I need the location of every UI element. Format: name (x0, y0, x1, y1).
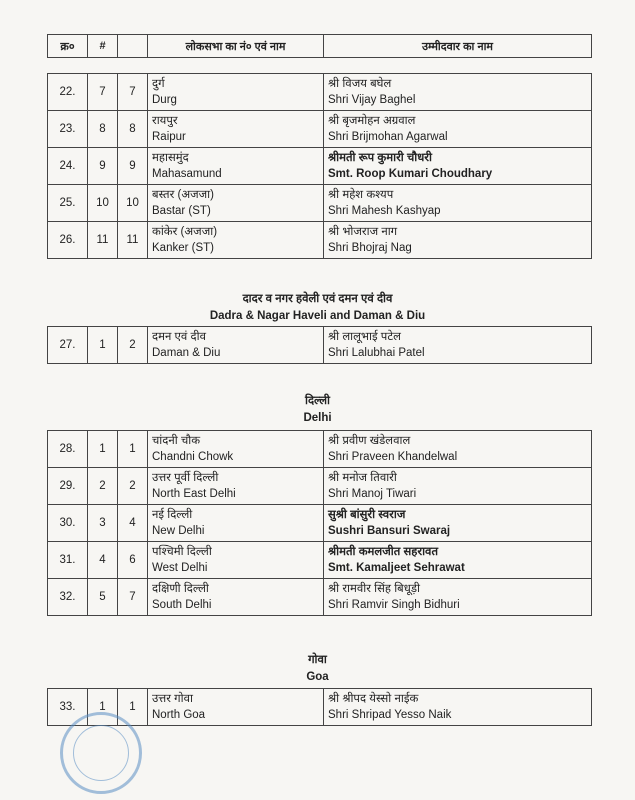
candidate-hindi: श्री बृजमोहन अग्रवाल (328, 115, 416, 127)
candidate-hindi: श्री भोजराज नाग (328, 226, 398, 238)
candidate-cell (324, 431, 592, 468)
state-seq-number: 8 (88, 111, 118, 148)
candidate-cell (324, 579, 592, 616)
candidate-cell (324, 74, 592, 111)
table-row (48, 222, 592, 259)
constituency-english: South Delhi (152, 599, 212, 611)
serial-number: 24. (48, 148, 88, 185)
candidate-cell (324, 542, 592, 579)
serial-number: 25. (48, 185, 88, 222)
serial-number: 31. (48, 542, 88, 579)
constituency-english: North Goa (152, 709, 206, 721)
header-sn: क्र० (48, 35, 88, 58)
constituency-cell (148, 222, 324, 259)
header-candidate: उम्मीदवार का नाम (324, 35, 592, 58)
constituency-cell (148, 74, 324, 111)
section-delhi-hindi: दिल्ली (304, 395, 331, 407)
header-table (47, 34, 592, 58)
section-goa-english: Goa (306, 671, 329, 683)
candidate-cell (324, 111, 592, 148)
constituency-cell (148, 431, 324, 468)
constituency-cell (148, 579, 324, 616)
constituency-cell (148, 111, 324, 148)
section-dnh-english: Dadra & Nagar Haveli and Daman & Diu (209, 310, 426, 322)
constituency-english: New Delhi (152, 525, 205, 537)
candidate-cell (324, 468, 592, 505)
section-goa-heading (0, 652, 635, 683)
constituency-english: Kanker (ST) (152, 242, 214, 254)
candidate-cell (324, 222, 592, 259)
constituency-hindi: रायपुर (152, 115, 178, 127)
constituency-number: 6 (118, 542, 148, 579)
candidate-hindi: श्री श्रीपद येस्सो नाईक (328, 693, 419, 705)
table-row (48, 431, 592, 468)
constituency-hindi: दक्षिणी दिल्ली (152, 583, 209, 595)
constituency-number: 2 (118, 327, 148, 364)
table-body (48, 689, 592, 726)
constituency-number: 8 (118, 111, 148, 148)
candidate-cell (324, 505, 592, 542)
section-delhi-heading (0, 393, 635, 424)
goa-table (47, 688, 592, 726)
constituency-english: North East Delhi (152, 488, 236, 500)
constituency-cell (148, 148, 324, 185)
candidate-english: Shri Shripad Yesso Naik (328, 709, 452, 721)
constituency-english: Durg (152, 94, 177, 106)
constituency-cell (148, 542, 324, 579)
constituency-hindi: उत्तर गोवा (152, 693, 193, 705)
table-row (48, 327, 592, 364)
state-seq-number: 2 (88, 468, 118, 505)
serial-number: 30. (48, 505, 88, 542)
serial-number: 22. (48, 74, 88, 111)
state-seq-number: 9 (88, 148, 118, 185)
constituency-english: Mahasamund (152, 168, 222, 180)
constituency-hindi: महासमुंद (152, 152, 189, 164)
table-body (48, 431, 592, 616)
header-constituency: लोकसभा का नं० एवं नाम (148, 35, 324, 58)
constituency-english: Chandni Chowk (152, 451, 234, 463)
table-row (48, 185, 592, 222)
candidate-english: Shri Bhojraj Nag (328, 242, 412, 254)
constituency-cell (148, 689, 324, 726)
constituency-number: 11 (118, 222, 148, 259)
constituency-hindi: दमन एवं दीव (152, 331, 206, 343)
constituency-number: 1 (118, 431, 148, 468)
section-goa-hindi: गोवा (308, 654, 327, 666)
table-body (48, 74, 592, 259)
constituency-number: 4 (118, 505, 148, 542)
table-body (48, 327, 592, 364)
candidate-english: Shri Ramvir Singh Bidhuri (328, 599, 460, 611)
state-seq-number: 11 (88, 222, 118, 259)
constituency-hindi: बस्तर (अजजा) (152, 189, 214, 201)
state-seq-number: 4 (88, 542, 118, 579)
constituency-english: Daman & Diu (152, 347, 221, 359)
constituency-cell (148, 327, 324, 364)
constituency-english: Raipur (152, 131, 186, 143)
candidate-hindi: श्री मनोज तिवारी (328, 472, 397, 484)
candidate-cell (324, 185, 592, 222)
candidate-hindi: श्रीमती रूप कुमारी चौधरी (328, 152, 432, 164)
serial-number: 29. (48, 468, 88, 505)
state-seq-number: 1 (88, 689, 118, 726)
candidate-cell (324, 327, 592, 364)
delhi-table (47, 430, 592, 616)
state-seq-number: 1 (88, 327, 118, 364)
state-seq-number: 1 (88, 431, 118, 468)
constituency-hindi: नई दिल्ली (152, 509, 193, 521)
candidate-cell (324, 148, 592, 185)
serial-number: 33. (48, 689, 88, 726)
office-seal (60, 712, 142, 794)
constituency-number: 2 (118, 468, 148, 505)
chhattisgarh-table (47, 73, 592, 259)
state-seq-number: 7 (88, 74, 118, 111)
section-dnh-hindi: दादर व नगर हवेली एवं दमन एवं दीव (242, 293, 393, 305)
constituency-hindi: चांदनी चौक (152, 435, 201, 447)
dnh-table (47, 326, 592, 364)
constituency-number: 9 (118, 148, 148, 185)
serial-number: 32. (48, 579, 88, 616)
candidate-hindi: श्री लालूभाई पटेल (328, 331, 401, 343)
candidate-hindi: श्री महेश कश्यप (328, 189, 394, 201)
candidate-english: Shri Praveen Khandelwal (328, 451, 458, 463)
table-row (48, 579, 592, 616)
table-row (48, 74, 592, 111)
seal-inner-ring (73, 725, 129, 781)
candidate-english: Sushri Bansuri Swaraj (328, 525, 451, 537)
candidate-hindi: श्री प्रवीण खंडेलवाल (328, 435, 411, 447)
candidate-english: Shri Manoj Tiwari (328, 488, 417, 500)
header-row (48, 35, 592, 58)
serial-number: 27. (48, 327, 88, 364)
candidate-hindi: श्री विजय बघेल (328, 78, 392, 90)
candidate-hindi: श्रीमती कमलजीत सहरावत (328, 546, 439, 558)
table-row (48, 505, 592, 542)
state-seq-number: 10 (88, 185, 118, 222)
candidate-hindi: श्री रामवीर सिंह बिधूड़ी (328, 583, 420, 595)
header-empty (118, 35, 148, 58)
constituency-number: 1 (118, 689, 148, 726)
serial-number: 28. (48, 431, 88, 468)
constituency-hindi: दुर्ग (152, 78, 165, 90)
table-row (48, 111, 592, 148)
constituency-cell (148, 185, 324, 222)
constituency-number: 10 (118, 185, 148, 222)
constituency-number: 7 (118, 579, 148, 616)
state-seq-number: 3 (88, 505, 118, 542)
table-row (48, 148, 592, 185)
candidate-english: Shri Lalubhai Patel (328, 347, 425, 359)
constituency-hindi: कांकेर (अजजा) (152, 226, 218, 238)
candidate-english: Shri Vijay Baghel (328, 94, 416, 106)
candidate-english: Shri Mahesh Kashyap (328, 205, 441, 217)
serial-number: 26. (48, 222, 88, 259)
section-dnh-heading (0, 291, 635, 322)
table-row (48, 468, 592, 505)
constituency-english: Bastar (ST) (152, 205, 211, 217)
candidate-english: Smt. Kamaljeet Sehrawat (328, 562, 465, 574)
serial-number: 23. (48, 111, 88, 148)
constituency-number: 7 (118, 74, 148, 111)
candidate-cell (324, 689, 592, 726)
section-delhi-english: Delhi (303, 412, 332, 424)
candidate-english: Shri Brijmohan Agarwal (328, 131, 448, 143)
candidate-hindi: सुश्री बांसुरी स्वराज (328, 509, 406, 521)
header-hash: # (88, 35, 118, 58)
constituency-hindi: उत्तर पूर्वी दिल्ली (152, 472, 219, 484)
constituency-english: West Delhi (152, 562, 208, 574)
state-seq-number: 5 (88, 579, 118, 616)
constituency-cell (148, 505, 324, 542)
constituency-hindi: पश्चिमी दिल्ली (152, 546, 212, 558)
constituency-cell (148, 468, 324, 505)
candidate-english: Smt. Roop Kumari Choudhary (328, 168, 493, 180)
table-row (48, 689, 592, 726)
table-row (48, 542, 592, 579)
